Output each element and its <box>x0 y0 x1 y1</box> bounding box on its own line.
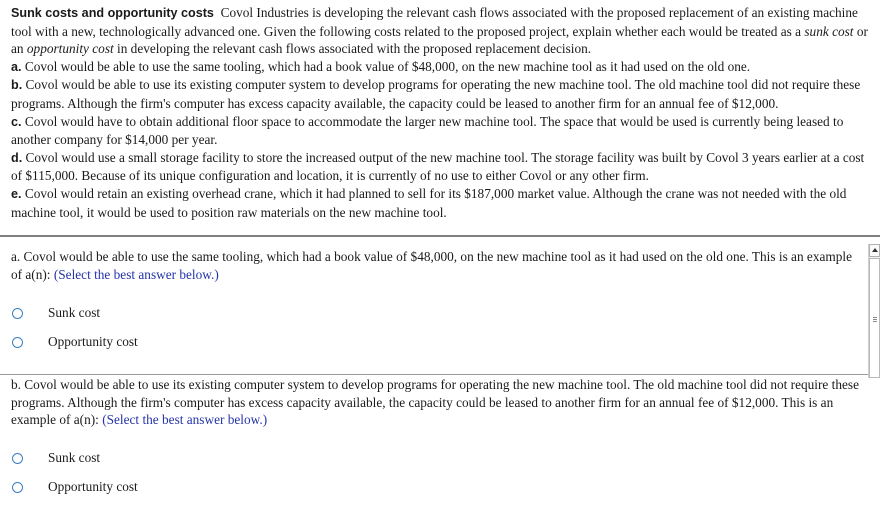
problem-item-e <box>11 185 873 221</box>
option-label[interactable]: Opportunity cost <box>48 334 138 349</box>
grip-icon <box>873 317 877 318</box>
intro-text-1: Covol Industries is developing the relevant cash flows associated with the proposed replacement of an existing machine tool with a new, technologically advanced one. Given the following costs related to the proposed project, explain whether each would be treated as a <box>11 5 858 39</box>
question-b-option-sunk-cost[interactable] <box>12 449 100 467</box>
questions-pane <box>0 237 868 508</box>
option-label[interactable]: Sunk cost <box>48 450 101 465</box>
item-label: c. <box>11 114 22 129</box>
question-a-option-sunk-cost[interactable] <box>12 304 100 322</box>
intro-or: or an <box>11 23 868 57</box>
item-text: Covol would have to obtain additional floor space to accommodate the larger new machine tool. The space that would be used is currently being leased to another company for $14,000 per year. <box>11 113 844 148</box>
problem-item-c <box>11 113 873 149</box>
problem-intro <box>11 4 873 58</box>
item-label: a. <box>11 59 22 74</box>
term-sunk-cost: sunk cost <box>804 23 854 39</box>
scrollbar-thumb[interactable] <box>869 258 880 378</box>
option-label[interactable]: Opportunity cost <box>48 479 138 494</box>
item-text: Covol would use a small storage facility to store the increased output of the new machine tool. The storage facility was built by Covol 3 years earlier at a cost of $115,000. Because of its unique configuration and location, it is currently of no use to either Covol or any other firm. <box>11 149 865 184</box>
item-label: d. <box>11 150 23 165</box>
intro-text-2: in developing the relevant cash flows associated with the proposed replacement decision. <box>117 41 592 57</box>
term-opportunity-cost: opportunity cost <box>26 41 114 57</box>
item-text: Covol would be able to use its existing computer system to develop programs for operating the new machine tool. The old machine tool did not require these programs. Although the firm's computer has excess capacity available, the capacity could be leased to another firm for an annual fee of $12,000. <box>11 77 861 111</box>
problem-item-b <box>11 76 873 112</box>
radio-button[interactable] <box>12 337 23 348</box>
item-text: Covol would be able to use the same tooling, which had a book value of $48,000, on the new machine tool as it had used on the old one. <box>24 58 751 74</box>
question-a <box>11 248 861 283</box>
item-label: e. <box>11 186 22 201</box>
problem-item-d <box>11 149 873 185</box>
radio-button[interactable] <box>12 308 23 319</box>
question-b-text: b. Covol would be able to use its existing computer system to develop programs for operating the new machine tool. The old machine tool did not require these programs. Although the firm's computer has excess capacity available, the capacity could be leased to another firm for an annual fee of $12,000. This is an example of a(n): <box>11 377 859 428</box>
problem-statement <box>11 4 873 221</box>
item-label: b. <box>11 78 23 93</box>
problem-title: Sunk costs and opportunity costs <box>11 6 214 20</box>
item-text: Covol would retain an existing overhead crane, which it had planned to sell for its $187,000 market value. Although the crane was not needed with the old machine tool, it would be used to position raw materials on the new machine tool. <box>11 185 847 220</box>
question-a-text: a. Covol would be able to use the same tooling, which had a book value of $48,000, on the new machine tool as it had used on the old one. This is an example of a(n): <box>11 249 852 282</box>
problem-item-a <box>11 58 873 77</box>
question-separator <box>0 374 868 375</box>
radio-button[interactable] <box>12 482 23 493</box>
scroll-up-arrow-icon[interactable] <box>869 244 880 257</box>
question-a-instruction: (Select the best answer below.) <box>53 266 219 282</box>
radio-button[interactable] <box>12 453 23 464</box>
option-label[interactable]: Sunk cost <box>48 305 101 320</box>
question-b-option-opportunity-cost[interactable] <box>12 478 138 496</box>
question-b-instruction: (Select the best answer below.) <box>102 412 268 428</box>
question-a-option-opportunity-cost[interactable] <box>12 333 138 351</box>
vertical-scrollbar[interactable] <box>868 244 880 378</box>
question-b <box>11 376 861 429</box>
